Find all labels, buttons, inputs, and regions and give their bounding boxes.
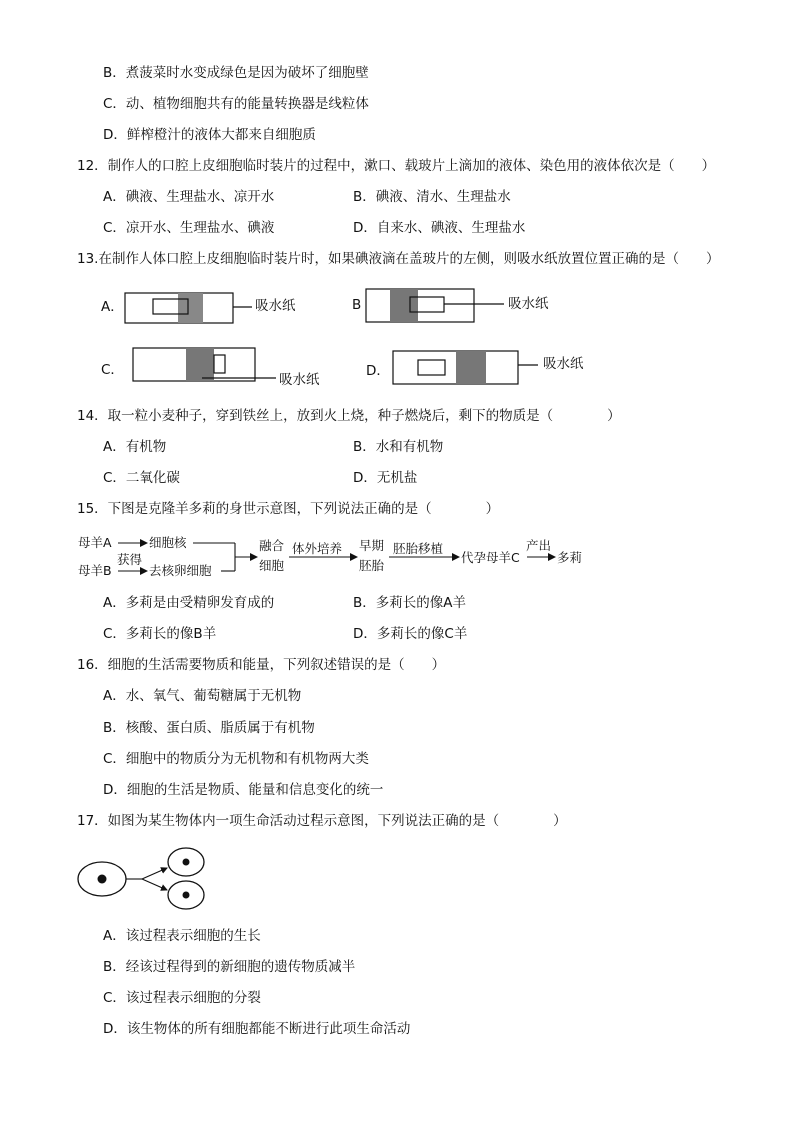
- diagram-surrogate: 代孕母羊C: [461, 550, 520, 565]
- daughter-nucleus-top: [183, 859, 190, 866]
- diagram-early-1: 早期: [359, 538, 385, 553]
- q12-option-a: A．碘液、生理盐水、凉开水: [103, 189, 275, 205]
- q13-option-a-paper-label: 吸水纸: [255, 298, 296, 314]
- q14-option-b: B．水和有机物: [353, 439, 444, 455]
- q13-option-d-slide-diagram: [388, 348, 568, 388]
- diagram-fused-1: 融合: [259, 538, 285, 553]
- q14-stem: 14．取一粒小麦种子，穿到铁丝上，放到火上烧，种子燃烧后，剩下的物质是（ ）: [77, 408, 621, 424]
- daughter-nucleus-bottom: [183, 892, 190, 899]
- clone-sheep-flow-diagram: [75, 532, 595, 582]
- diagram-sheep-b: 母羊B: [78, 563, 112, 578]
- q15-option-a: A．多莉是由受精卵发育成的: [103, 595, 275, 611]
- q11-option-b: B．煮菠菜时水变成绿色是因为破坏了细胞壁: [103, 65, 369, 81]
- q11-option-c: C．动、植物细胞共有的能量转换器是线粒体: [103, 96, 369, 112]
- q14-option-a: A．有机物: [103, 439, 167, 455]
- diagram-early-2: 胚胎: [359, 558, 385, 573]
- q16-option-a: A．水、氧气、葡萄糖属于无机物: [103, 688, 302, 704]
- q15-option-d: D．多莉长的像C羊: [353, 626, 468, 642]
- q16-option-b: B．核酸、蛋白质、脂质属于有机物: [103, 720, 315, 736]
- q14-option-c: C．二氧化碳: [103, 470, 180, 486]
- q16-option-d: D．细胞的生活是物质、能量和信息变化的统一: [103, 782, 384, 798]
- q13-option-d-paper-label: 吸水纸: [543, 356, 584, 372]
- diagram-dolly: 多莉: [557, 550, 583, 565]
- q13-option-a-label: A．: [101, 299, 124, 315]
- cell-division-diagram: [76, 846, 216, 918]
- diagram-enucleated-egg: 去核卵细胞: [149, 563, 212, 578]
- diagram-nucleus: 细胞核: [149, 535, 187, 550]
- q15-option-c: C．多莉长的像B羊: [103, 626, 217, 642]
- q13-option-d-label: D．: [366, 363, 390, 379]
- diagram-sheep-a: 母羊A: [78, 535, 112, 550]
- q12-stem: 12．制作人的口腔上皮细胞临时装片的过程中，漱口、载玻片上滴加的液体、染色用的液体依次是（ ）: [77, 158, 716, 174]
- q11-option-d: D．鲜榨橙汁的液体大都来自细胞质: [103, 127, 316, 143]
- q17-stem: 17．如图为某生物体内一项生命活动过程示意图，下列说法正确的是（ ）: [77, 813, 567, 829]
- q15-option-b: B．多莉长的像A羊: [353, 595, 466, 611]
- q17-option-c: C．该过程表示细胞的分裂: [103, 990, 261, 1006]
- q14-option-d: D．无机盐: [353, 470, 418, 486]
- q17-option-a: A．该过程表示细胞的生长: [103, 928, 261, 944]
- q13-option-c-label: C．: [101, 362, 124, 378]
- q12-option-d: D．自来水、碘液、生理盐水: [353, 220, 526, 236]
- q16-stem: 16．细胞的生活需要物质和能量，下列叙述错误的是（ ）: [77, 657, 446, 673]
- diagram-birth: 产出: [526, 538, 552, 553]
- q12-option-b: B．碘液、清水、生理盐水: [353, 189, 511, 205]
- q13-option-c-paper-label: 吸水纸: [279, 372, 320, 388]
- diagram-obtain: 获得: [117, 552, 143, 567]
- diagram-transfer: 胚胎移植: [393, 541, 444, 556]
- q13-stem: 13.在制作人体口腔上皮细胞临时装片时，如果碘液滴在盖玻片的左侧，则吸水纸放置位置正确的是（ ）: [77, 251, 720, 267]
- q13-option-b-paper-label: 吸水纸: [508, 296, 549, 312]
- q17-option-d: D．该生物体的所有细胞都能不断进行此项生命活动: [103, 1021, 411, 1037]
- q16-option-c: C．细胞中的物质分为无机物和有机物两大类: [103, 751, 369, 767]
- q13-option-b-label: B: [352, 297, 362, 313]
- q12-option-c: C．凉开水、生理盐水、碘液: [103, 220, 275, 236]
- diagram-culture: 体外培养: [292, 541, 343, 556]
- q17-option-b: B．经该过程得到的新细胞的遗传物质减半: [103, 959, 356, 975]
- q15-stem: 15．下图是克隆羊多莉的身世示意图，下列说法正确的是（ ）: [77, 501, 500, 517]
- diagram-fused-2: 细胞: [259, 558, 285, 573]
- parent-nucleus: [98, 875, 107, 884]
